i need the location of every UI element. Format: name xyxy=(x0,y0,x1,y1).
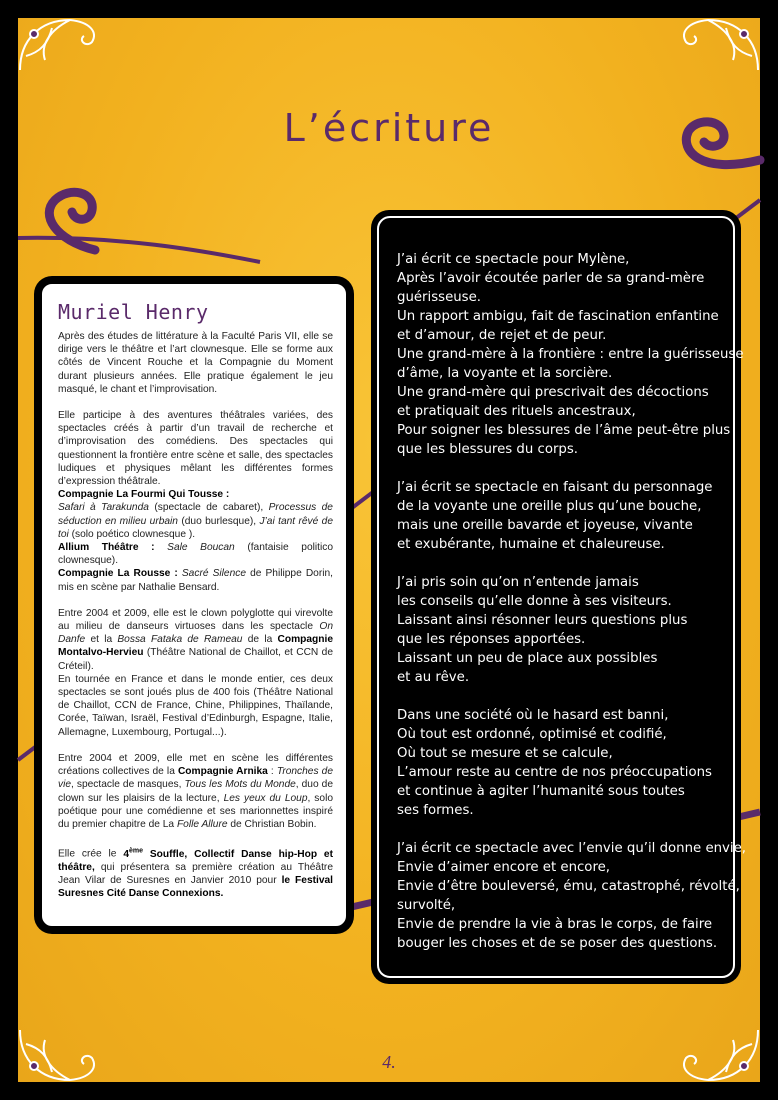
poem-line: et exubérante, humaine et chaleureuse. xyxy=(397,537,665,552)
show-title: Processus de séduction en milieu urbain xyxy=(58,502,333,527)
poem-line: guérisseuse. xyxy=(397,290,482,305)
poem-line: Laissant un peu de place aux possibles xyxy=(397,651,658,666)
text-run: Entre 2004 et 2009, elle est le clown polyglotte qui virevolte au milieu de danseurs virtuoses dans les spectacle xyxy=(58,607,333,633)
show-title: J’ai tant rêvé de toi xyxy=(58,515,333,540)
poem-line: J’ai écrit ce spectacle avec l’envie qu’il donne envie, xyxy=(397,841,747,856)
text-run: (Théâtre National de Chaillot, et CCN de Créteil). xyxy=(58,647,333,672)
bio-paragraph-2 xyxy=(58,409,333,594)
page-title: L’écriture xyxy=(283,106,495,150)
poem-stanza xyxy=(397,706,725,820)
poem-line: Envie d’être bouleversé, ému, catastrophé, révolté, xyxy=(397,879,740,894)
ordinal-number: 4 xyxy=(123,848,129,860)
show-note: (duo burlesque), xyxy=(177,515,260,527)
poem-line: survolté, xyxy=(397,898,456,913)
poem-line: Envie d’aimer encore et encore, xyxy=(397,860,611,875)
text-run: , duo de clown sur les plaisirs de la lecture, xyxy=(58,779,333,804)
bio-paragraph-5 xyxy=(58,844,333,900)
poem-line: et pratiquait des rituels ancestraux, xyxy=(397,404,636,419)
text-run: : xyxy=(267,766,277,778)
show-note: (spectacle de cabaret), xyxy=(148,502,269,514)
text-run: Souffle, Collectif Danse hip-Hop et théâtre, xyxy=(58,848,333,873)
bio-text xyxy=(58,330,333,900)
poem-line: ses formes. xyxy=(397,803,474,818)
text-run: de Christian Bobin. xyxy=(227,818,317,830)
poem-stanza xyxy=(397,250,744,459)
company-name: Compagnie La Fourmi Qui Tousse : xyxy=(58,489,230,501)
ordinal-suffix: ème xyxy=(129,847,144,855)
company-name: Allium Théâtre : xyxy=(58,542,168,554)
poem-line: et au rêve. xyxy=(397,670,470,685)
poem-line: Un rapport ambigu, fait de fascination enfantine xyxy=(397,309,719,324)
poem-line: Dans une société où le hasard est banni, xyxy=(397,708,669,723)
bio-card xyxy=(34,276,354,934)
show-title: On Danfe xyxy=(58,621,333,646)
bio-card-inner xyxy=(39,281,349,929)
show-title: Sale Boucan xyxy=(167,542,235,554)
bio-paragraph-4 xyxy=(58,752,333,831)
text-run: qui présentera sa première création au Théâtre Jean Vilar de Suresnes en Janvier 2010 pour xyxy=(58,861,333,886)
show-title: Tronches de vie xyxy=(58,766,333,791)
poem-line: J’ai écrit ce spectacle pour Mylène, xyxy=(397,252,630,267)
text-run: de la xyxy=(242,634,278,646)
poem-line: Où tout est ordonné, optimisé et codifié, xyxy=(397,727,667,742)
poem-line: Envie de prendre la vie à bras le corps, de faire xyxy=(397,917,713,932)
show-note: de Philippe Dorin, mis en scène par Nathalie Bensard. xyxy=(58,568,334,593)
show-title: Bossa Fataka de Rameau xyxy=(117,634,243,646)
text-run: Elle crée le xyxy=(58,848,124,860)
poem-card xyxy=(371,210,747,984)
show-title: Folle Allure xyxy=(176,818,228,830)
poem-line: J’ai pris soin qu’on n’entende jamais xyxy=(397,575,639,590)
show-note: (fantaisie politico clownesque). xyxy=(58,542,333,567)
poem-line: Une grand-mère qui prescrivait des décoctions xyxy=(397,385,709,400)
poem-line: de la voyante une oreille plus qu’une bouche, xyxy=(397,499,702,514)
bio-paragraph-3 xyxy=(58,607,333,739)
corner-scroll-ornament-icon xyxy=(684,20,758,70)
poem-stanza xyxy=(397,839,747,953)
text-run: , solo poétique pour une comédienne et ses marionnettes inspiré du premier chapitre de La xyxy=(58,792,333,830)
poem-line: L’amour reste au centre de nos préoccupations xyxy=(397,765,712,780)
poem-card-inner xyxy=(377,216,747,978)
poem-line: J’ai écrit se spectacle en faisant du personnage xyxy=(397,480,713,495)
poem-line: Où tout se mesure et se calcule, xyxy=(397,746,613,761)
show-title: Tous les Mots du Monde xyxy=(184,779,296,791)
text-run: et la xyxy=(85,634,118,646)
text-run: Entre 2004 et 2009, elle met en scène les différentes créations collectives de la xyxy=(58,752,333,778)
bio-intro: Elle participe à des aventures théâtrales variées, des spectacles créés à partir d’un travail de recherche et d’improvisation des comédiens. Des spectacles qui questionnent la frontière entre scène et salle, des spectacles ludiques et physiques mêlant les différentes formes d’expression théâtrale. xyxy=(58,410,333,488)
poem-line: d’âme, la voyante et la sorcière. xyxy=(397,366,613,381)
poem-line: Après l’avoir écoutée parler de sa grand-mère xyxy=(397,271,705,286)
swirl-ornament-icon xyxy=(49,192,95,250)
poem-line: Une grand-mère à la frontière : entre la guérisseuse xyxy=(397,347,744,362)
company-name: Compagnie Montalvo-Hervieu xyxy=(58,634,333,659)
text-run: , spectacle de masques, xyxy=(71,779,185,791)
show-title: Les yeux du Loup xyxy=(223,792,308,804)
company-name: Compagnie Arnika xyxy=(177,766,268,778)
text-run: En tournée en France et dans le monde entier, ces deux spectacles se sont joués plus de 400 fois (Théâtre National de Chaillot, CCN de France, Chine, Philippines, Thaïlande, Corée, Taïwan, Israël, Festival d’Edinburgh, Espagne, Italie, Allemagne, Luxembourg, Portugal...). xyxy=(58,673,333,738)
show-title: Safari à Tarakunda xyxy=(58,502,149,514)
festival-name: le Festival Suresnes Cité Danse Connexions. xyxy=(58,874,333,900)
show-title: Sacré Silence xyxy=(181,568,246,580)
show-note: (solo poético clownesque ). xyxy=(68,528,196,540)
poem-line: que les blessures du corps. xyxy=(397,442,579,457)
bio-name: Muriel Henry xyxy=(58,300,209,324)
poem-stanza xyxy=(397,478,725,554)
poem-line: que les réponses apportées. xyxy=(397,632,586,647)
poem-line: et d’amour, de rejet et de peur. xyxy=(397,328,607,343)
poem-line: mais une oreille bavarde et joyeuse, vivante xyxy=(397,518,693,533)
poem-line: bouger les choses et de se poser des questions. xyxy=(397,936,718,951)
poem-line: Laissant ainsi résonner leurs questions plus xyxy=(397,613,688,628)
bio-paragraph-1: Après des études de littérature à la Faculté Paris VII, elle se dirige vers le théâtre et l’art clownesque. Elle se forme aux côtés de Vincent Rouche et la Compagnie du Moment durant plusieurs années. Elle pratique également le jeu masqué, le chant et l’improvisation. xyxy=(58,331,333,395)
poem-line: Pour soigner les blessures de l’âme peut-être plus xyxy=(397,423,731,438)
left-swirl-line xyxy=(18,238,260,262)
company-name: Compagnie La Rousse : xyxy=(58,568,182,580)
corner-scroll-ornament-icon xyxy=(20,20,94,70)
poem-line: et continue à agiter l’humanité sous toutes xyxy=(397,784,685,799)
page-number: 4. xyxy=(382,1052,396,1072)
poem-line: les conseils qu’elle donne à ses visiteurs. xyxy=(397,594,672,609)
poem-stanza xyxy=(397,573,725,687)
